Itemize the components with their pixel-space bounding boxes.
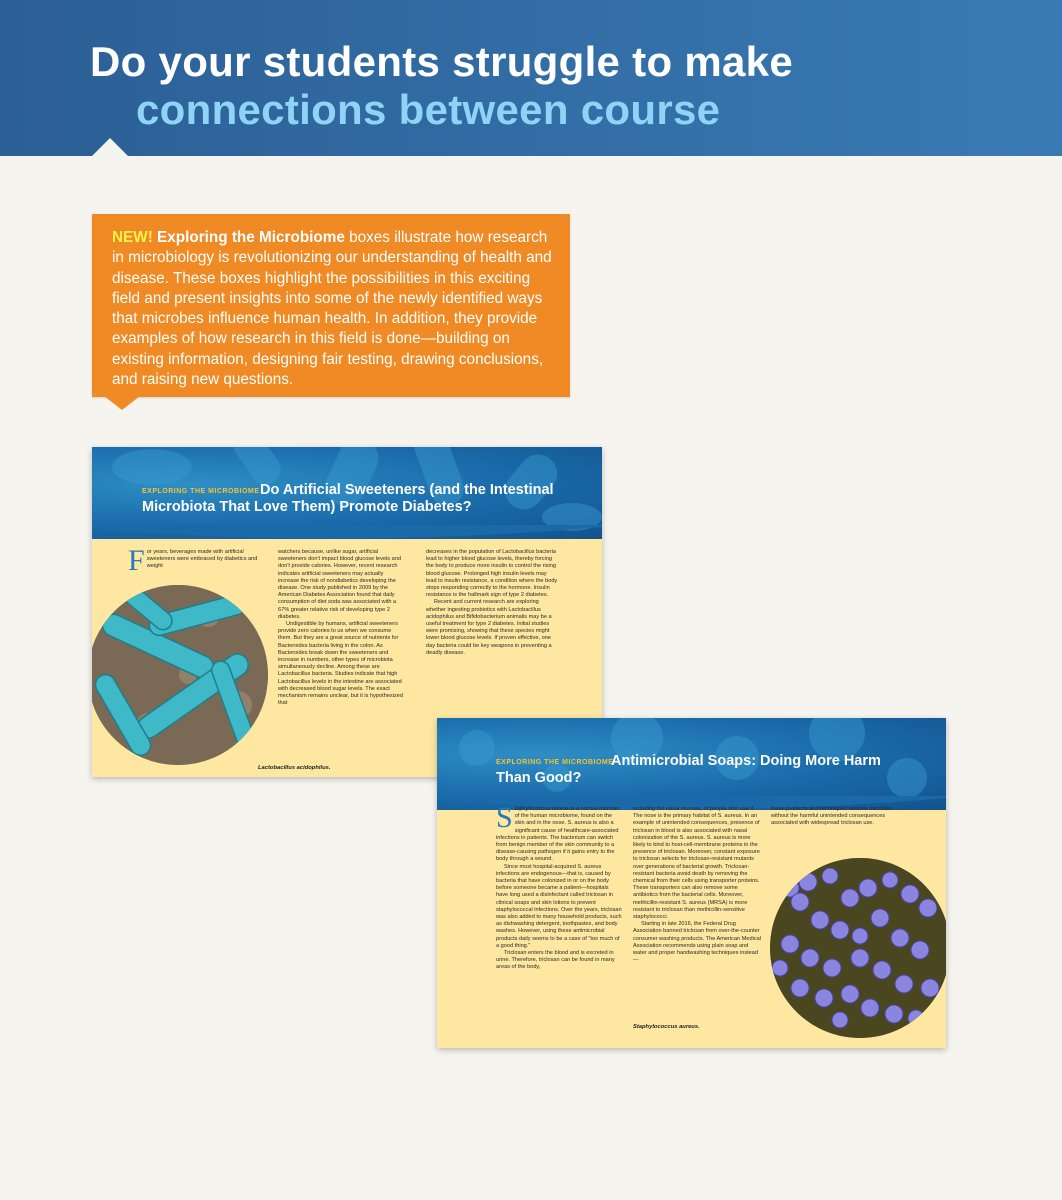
- image-caption: Lactobacillus acidophilus.: [258, 765, 331, 771]
- spread-title: Antimicrobial Soaps: Doing More Harm: [611, 753, 881, 769]
- column-text: including the nasal mucosa, of people who use it. The nose is the primary habitat of S. aureus. In an example of unintended consequences, presence of triclosan in blood is also associated with nasal colonization of the S. aureus. S. aureus is more likely to bind to host-cell-membrane proteins in the presence of triclosan. Moreover, constant exposure to triclosan selects for triclosan-resistant mutants over generations of bacterial growth. Triclosan-resistant bacteria avoid death by removing the chemical from their cells using transporter proteins. These transporters can also remove some antibiotics from the bacterial cells. Moreover, methicillin-resistant S. aureus (MRSA) is more resistant to triclosan than methicillin-sensitive staphylococci.: [633, 806, 760, 921]
- callout-text: [112, 228, 558, 390]
- spread-column-3: [771, 806, 899, 828]
- headline-line-1: Do your students struggle to make: [90, 38, 794, 85]
- banner-notch: [92, 138, 128, 156]
- spread-column-2: [278, 549, 406, 707]
- spread-column-1: [128, 544, 258, 577]
- new-label: NEW!: [112, 229, 153, 246]
- column-text: watchers because, unlike sugar, artificial sweeteners don't impact blood glucose levels and don't provide calories. However, recent research indicates artificial sweeteners may actually increase the risk of nondiabetics developing the disease. One study published in 2009 by the American Diabetes Association found that daily consumption of diet soda was associated with a 67% greater relative risk of developing type 2 diabetes.: [278, 549, 401, 620]
- spread-column-2: [633, 806, 761, 964]
- callout-tail: [104, 396, 140, 410]
- spread-tag: EXPLORING THE MICROBIOME: [496, 759, 614, 766]
- sample-spread-antimicrobial-soaps: [437, 718, 946, 1048]
- spread-tag: EXPLORING THE MICROBIOME: [142, 488, 260, 495]
- image-caption: Staphylococcus aureus.: [633, 1024, 700, 1030]
- band-wave: [92, 525, 602, 545]
- micrograph-staphylococcus: [770, 858, 946, 1038]
- spread-title: Do Artificial Sweeteners (and the Intestinal Microbiota That Love Them) Promote Diabetes?: [142, 482, 554, 515]
- spread-title-continued: Than Good?: [496, 770, 582, 786]
- bacteria-rods-image: [92, 585, 268, 765]
- column-text: Recent and current research are exploring whether ingesting probiotics with Lactobacillus acidophilus and Bifidobacterium animalis may be a useful treatment for type 2 diabetes. Initial studies were promising, showing that these species might lower blood glucose levels. If proven effective, one day bacteria could be key weapons in preventing a deadly disease.: [426, 599, 552, 656]
- feature-callout: [92, 214, 570, 397]
- spread-column-1: [496, 801, 622, 972]
- spread-column-3: [426, 549, 558, 657]
- column-text: Since most hospital-acquired S. aureus infections are endogenous—that is, caused by bacteria that have colonized in or on the body before someone became a patient—hospitals have long used a disinfectant called triclosan in clinical soaps and skin lotions to prevent staphylococcal infections. Over the years, triclosan was also added to many household products, such as dishwashing detergent, toothpastes, and body washes. However, using these antimicrobial products daily seems to be a case of "too much of a good thing.": [496, 863, 622, 949]
- drop-cap: F: [128, 544, 145, 577]
- callout-body: boxes illustrate how research in microbiology is revolutionizing our understanding of health and disease. These boxes highlight the possibilities in this exciting field and present insights into some of the newly identified ways that microbes influence human health. In addition, they provide examples of how research in this field is done—building on existing information, designing fair testing, drawing conclusions, and raising new questions.: [112, 229, 552, 389]
- headline-line-2: connections between course: [136, 86, 721, 133]
- column-text: Undigestible by humans, artificial sweeteners provide zero calories to us when we consume them. But they are a great source of nutrients for Bacteroides bacteria living in the colon. As Bacteroides break down the sweeteners and increase in numbers, other types of microbiota simultaneously decline. Among these are Lactobacillus bacteria. Studies indicate that high Lactobacillus levels in the intestine are associated with decreased blood sugar levels. The exact mechanism remains unclear, but it is hypothesized that: [278, 621, 403, 707]
- column-text: taphylococcus aureus is a normal member of the human microbiome, found on the skin and in the nose. S. aureus is also a significant cause of healthcare-associated infections in patients. The bacterium can switch from benign member of the skin community to a disease-causing pathogen if it gains entry to the body through a wound.: [496, 806, 620, 863]
- column-text: decreases in the population of Lactobacillus bacteria lead to higher blood glucose levels, thereby forcing the body to produce more insulin to control the rising blood glucose. Prolonged high insulin levels may lead to insulin resistance, a condition where the body stops responding correctly to the hormone. Insulin resistance is the hallmark sign of type 2 diabetes.: [426, 549, 558, 599]
- micrograph-lactobacillus: [92, 585, 268, 765]
- column-text: or years, beverages made with artificial sweeteners were embraced by diabetics and weight: [146, 549, 258, 570]
- column-text: Triclosan enters the blood and is excreted in urine. Therefore, triclosan can be found in many areas of the body,: [496, 950, 615, 971]
- feature-name: Exploring the Microbiome: [157, 229, 345, 246]
- column-text: these products and techniques remove microbes without the harmful unintended consequences associated with widespread triclosan use.: [771, 806, 892, 827]
- column-text: Starting in late 2016, the Federal Drug Association banned triclosan from over-the-counter consumer washing products. The American Medical Association recommends using plain soap and water and proper handwashing techniques instead—: [633, 921, 761, 964]
- bacteria-cocci-image: [770, 858, 946, 1038]
- drop-cap: S: [496, 801, 513, 834]
